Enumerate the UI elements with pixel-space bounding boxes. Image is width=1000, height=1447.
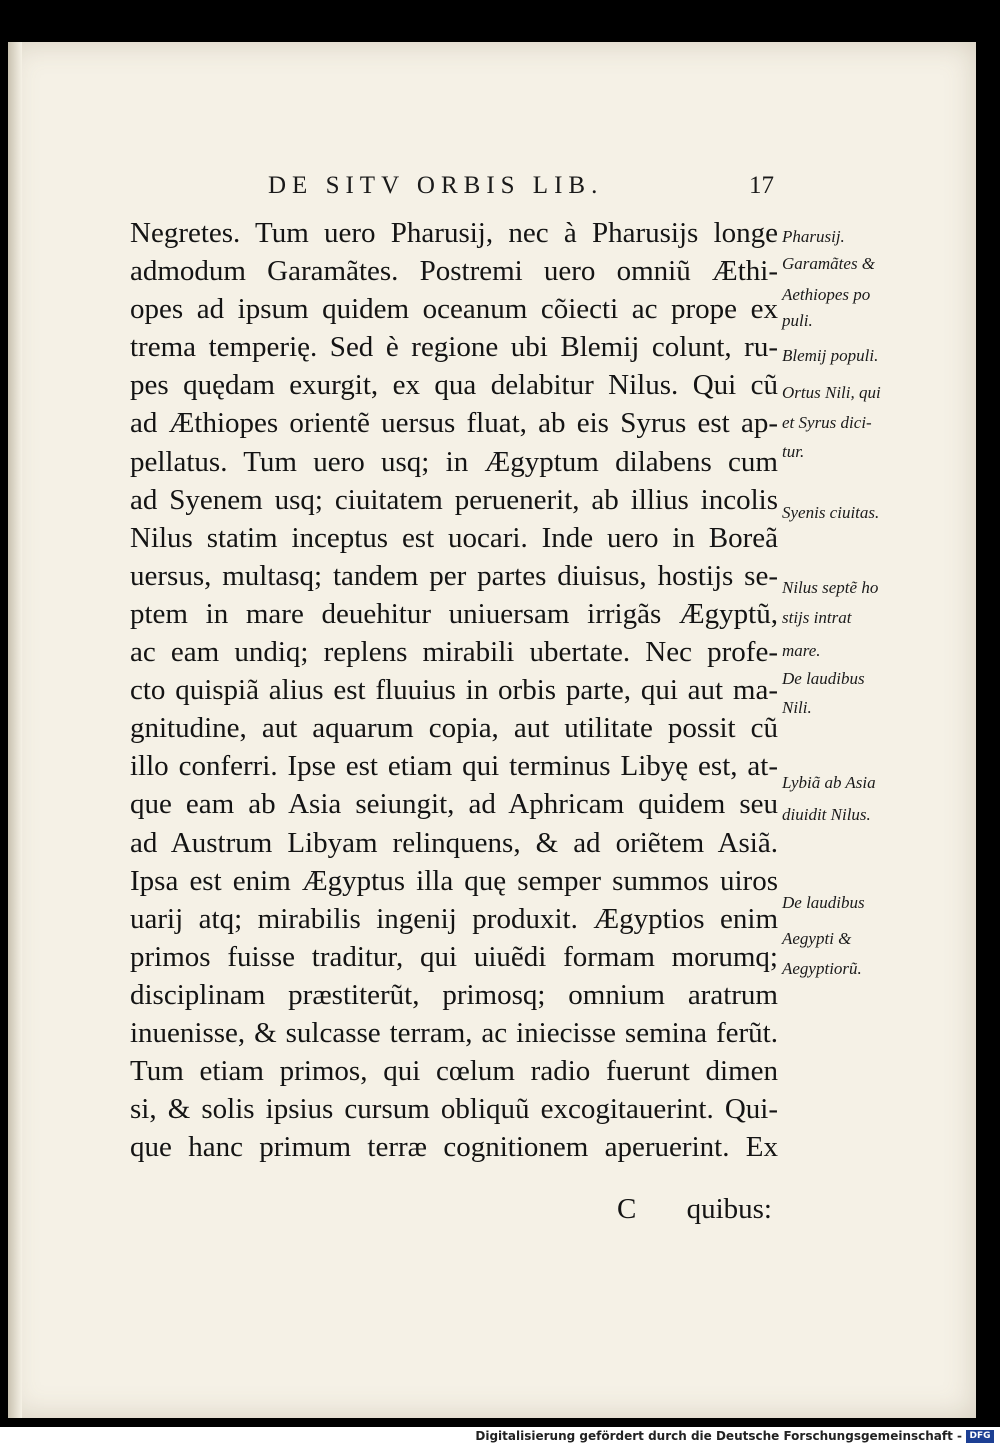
- text-line: ad Austrum Libyam relinquens, & ad oriẽtem Asiã.: [130, 826, 778, 859]
- marginal-note: tur.: [782, 442, 805, 461]
- text-line: trema temperię. Sed è regione ubi Blemij colunt, ru-: [130, 331, 778, 364]
- marginal-note: Nilus septẽ ho: [782, 578, 879, 597]
- catchword: quibus:: [686, 1193, 772, 1225]
- main-text-block: [130, 214, 778, 1166]
- digitization-footer: [0, 1427, 1000, 1447]
- marginal-note: stijs intrat: [782, 608, 852, 627]
- text-line: disciplinam præstiterũt, primosq; omnium aratrum: [130, 978, 778, 1011]
- running-title: DE SITV ORBIS LIB.: [268, 172, 604, 199]
- text-line: ad Æthiopes orientẽ uersus fluat, ab eis Syrus est ap-: [130, 407, 778, 440]
- marginal-note: Syenis ciuitas.: [782, 503, 880, 522]
- running-header: [268, 172, 778, 200]
- marginal-note: Aethiopes po: [782, 285, 871, 304]
- marginal-note: mare.: [782, 641, 821, 660]
- marginal-note: diuidit Nilus.: [782, 805, 871, 824]
- text-line: inuenisse, & sulcasse terram, ac iniecisse semina ferũt.: [130, 1016, 778, 1049]
- text-line: pellatus. Tum uero usq; in Ægyptum dilabens cum: [130, 445, 778, 478]
- catchword-line: [130, 1193, 778, 1231]
- text-line: Negretes. Tum uero Pharusij, nec à Pharusijs longe: [130, 217, 778, 249]
- text-line: gnitudine, aut aquarum copia, aut utilitate possit cũ: [130, 712, 778, 745]
- text-line: cto quispiã alius est fluuius in orbis parte, qui aut ma-: [130, 674, 778, 707]
- text-line: que hanc primum terræ cognitionem aperuerint. Ex: [130, 1131, 778, 1164]
- marginal-note: Garamãtes &: [782, 254, 876, 273]
- signature-mark: C: [617, 1193, 637, 1225]
- marginal-note: Ortus Nili, qui: [782, 383, 881, 402]
- marginal-note: Aegyptiorũ.: [782, 959, 862, 978]
- text-line: admodum Garamãtes. Postremi uero omniũ Æthi-: [130, 255, 778, 288]
- marginal-note: Aegypti &: [782, 929, 852, 948]
- text-line: opes ad ipsum quidem oceanum cõiecti ac prope ex: [130, 293, 778, 326]
- text-line: ac eam undiq; replens mirabili ubertate. Nec profe-: [130, 636, 778, 669]
- text-line: Nilus statim inceptus est uocari. Inde uero in Boreã: [130, 521, 778, 554]
- text-line: si, & solis ipsius cursum obliquũ excogitauerint. Qui-: [130, 1093, 778, 1126]
- marginal-note: et Syrus dici-: [782, 413, 872, 432]
- page-gutter-shadow: [8, 42, 22, 1418]
- page-number: 17: [749, 172, 774, 199]
- marginal-note: Lybiã ab Asia: [782, 773, 876, 792]
- funding-credit: Digitalisierung gefördert durch die Deutsche Forschungsgemeinschaft -: [475, 1429, 962, 1443]
- dfg-logo: DFG: [966, 1430, 994, 1443]
- marginal-note: De laudibus: [782, 893, 865, 912]
- text-line: ad Syenem usq; ciuitatem peruenerit, ab illius incolis: [130, 483, 778, 516]
- text-line: illo conferri. Ipse est etiam qui terminus Libyę est, at-: [130, 750, 778, 783]
- text-line: Ipsa est enim Ægyptus illa quę semper summos uiros: [130, 864, 778, 897]
- marginal-note: puli.: [782, 311, 813, 330]
- text-line: pes quędam exurgit, ex qua delabitur Nilus. Qui cũ: [130, 369, 778, 402]
- text-line: uarij atq; mirabilis ingenij produxit. Ægyptios enim: [130, 902, 778, 935]
- text-line: que eam ab Asia seiungit, ad Aphricam quidem seu: [130, 788, 778, 821]
- text-line: ptem in mare deuehitur uniuersam irrigãs Ægyptũ,: [130, 597, 778, 630]
- marginal-note: Nili.: [782, 698, 812, 717]
- text-line: uersus, multasq; tandem per partes diuisus, hostijs se-: [130, 559, 778, 592]
- marginal-note: Pharusij.: [782, 227, 845, 246]
- marginal-note: Blemij populi.: [782, 346, 879, 365]
- text-line: primos fuisse traditur, qui uiuẽdi formam morumq;: [130, 940, 778, 973]
- marginal-note: De laudibus: [782, 669, 865, 688]
- text-line: Tum etiam primos, qui cœlum radio fuerunt dimen: [130, 1055, 778, 1088]
